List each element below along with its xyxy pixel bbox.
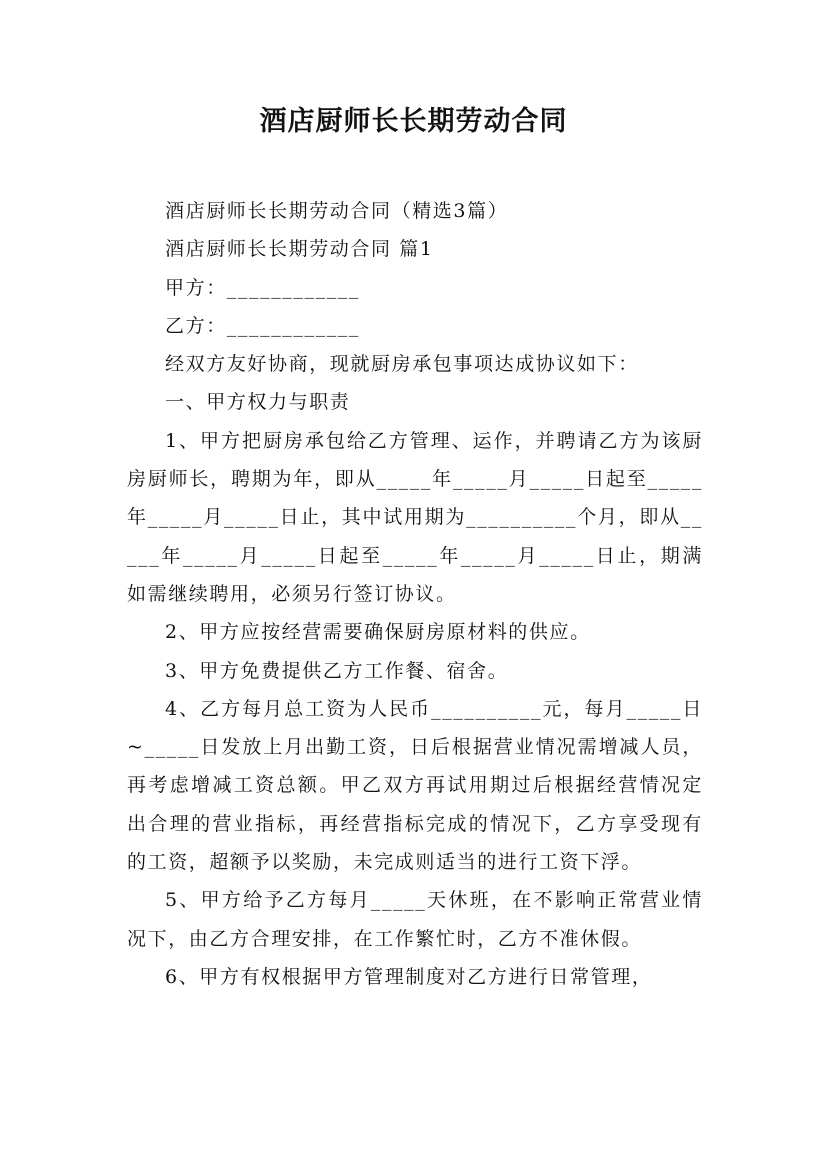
paragraph-clause-1: 1、甲方把厨房承包给乙方管理、运作，并聘请乙方为该厨房厨师长，聘期为年，即从_____年_____月_____日起至_____年_____月_____日止，其中试用期为__________个月，即从_____年_____月_____日起至_____年_____月_____日止，期满如需继续聘用，必须另行签订协议。 [127,429,703,605]
paragraph-intro: 经双方友好协商，现就厨房承包事项达成协议如下： [165,353,639,376]
paragraph-party-a: 甲方：____________ [165,276,361,299]
document-title: 酒店厨师长长期劳动合同 [259,106,568,137]
paragraph-party-b: 乙方：____________ [165,314,361,337]
paragraph-clause-heading: 一、甲方权力与职责 [165,391,351,414]
paragraph-clause-2: 2、甲方应按经营需要确保厨房原材料的供应。 [165,621,591,644]
paragraph-clause-4: 4、乙方每月总工资为人民币__________元，每月_____日~_____日发放上月出勤工资，日后根据营业情况需增减人员，再考虑增减工资总额。甲乙双方再试用期过后根据经营情况定出合理的营业指标，再经营指标完成的情况下，乙方享受现有的工资，超额予以奖励，未完成则适当的进行工资下浮。 [127,697,703,874]
paragraph-clause-5: 5、甲方给予乙方每月_____天休班，在不影响正常营业情况下，由乙方合理安排，在工作繁忙时，乙方不准休假。 [127,889,703,950]
paragraph-subtitle: 酒店厨师长长期劳动合同（精选3篇） [165,200,509,222]
paragraph-clause-3: 3、甲方免费提供乙方工作餐、宿舍。 [165,659,509,682]
paragraph-clause-6: 6、甲方有权根据甲方管理制度对乙方进行日常管理， [165,965,653,988]
document-body [127,192,703,996]
paragraph-section-heading: 酒店厨师长长期劳动合同 篇1 [165,238,434,261]
